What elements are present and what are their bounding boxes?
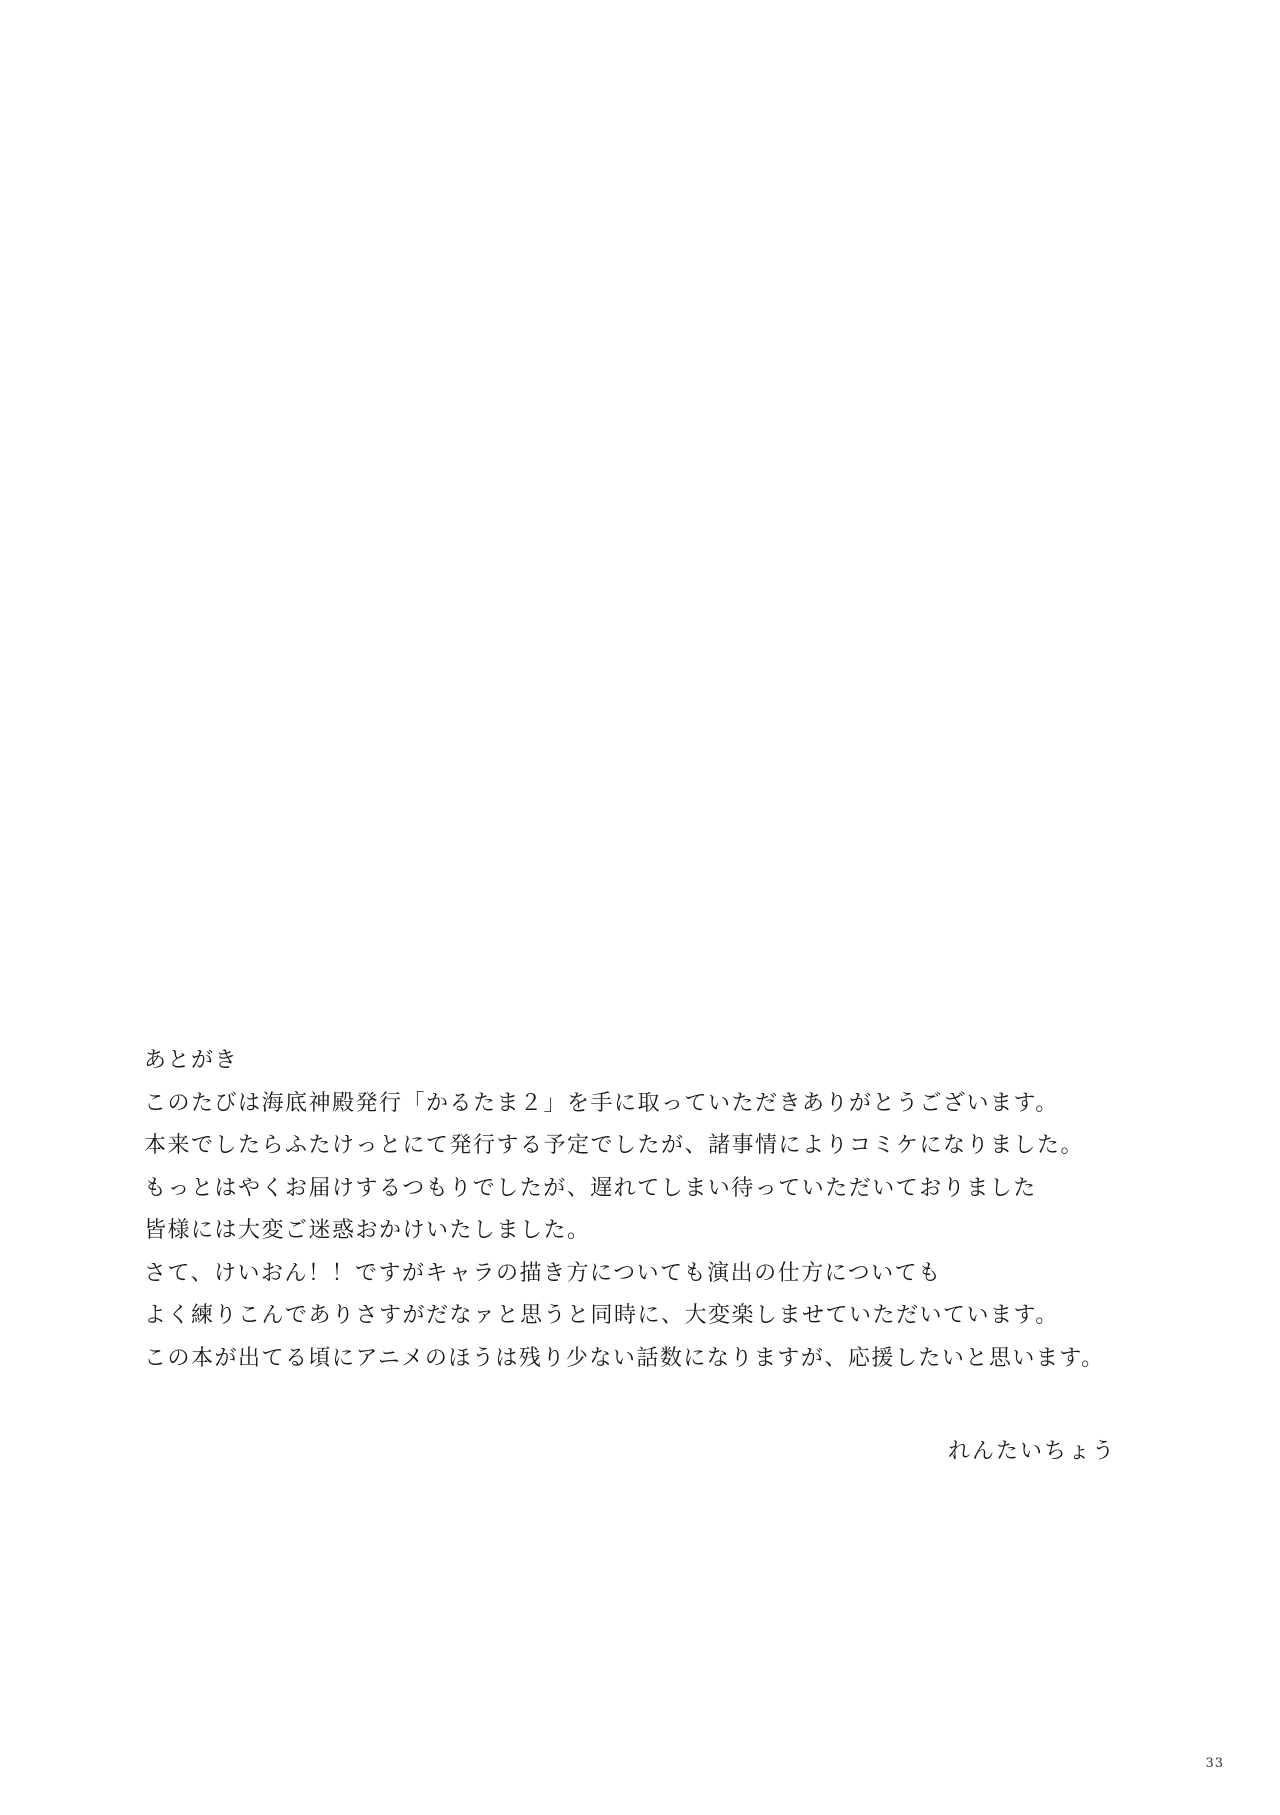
afterword-line: よく練りこんでありさすがだなァと思うと同時に、大変楽しませていただいています。 xyxy=(144,1303,1059,1328)
afterword-line: もっとはやくお届けするつもりでしたが、遅れてしまい待っていただいておりました xyxy=(144,1175,1037,1201)
afterword-line: この本が出てる頃にアニメのほうは残り少ない話数になりますが、応援したいと思います。 xyxy=(144,1345,1105,1371)
afterword-line: 皆様には大変ご迷惑おかけいたしました。 xyxy=(144,1218,591,1243)
author-signature: れんたいちょう xyxy=(948,1439,1117,1464)
afterword-section xyxy=(144,1040,1204,1380)
afterword-heading: あとがき xyxy=(144,1048,239,1073)
page-number: 33 xyxy=(1205,1756,1224,1771)
afterword-line: さて、けいおん！！ですがキャラの描き方についても演出の仕方についても xyxy=(144,1260,942,1286)
afterword-line: このたびは海底神殿発行「かるたま２」を手に取っていただきありがとうございます。 xyxy=(144,1090,1059,1116)
afterword-line: 本来でしたらふたけっとにて発行する予定でしたが、諸事情によりコミケになりました。 xyxy=(144,1133,1085,1158)
